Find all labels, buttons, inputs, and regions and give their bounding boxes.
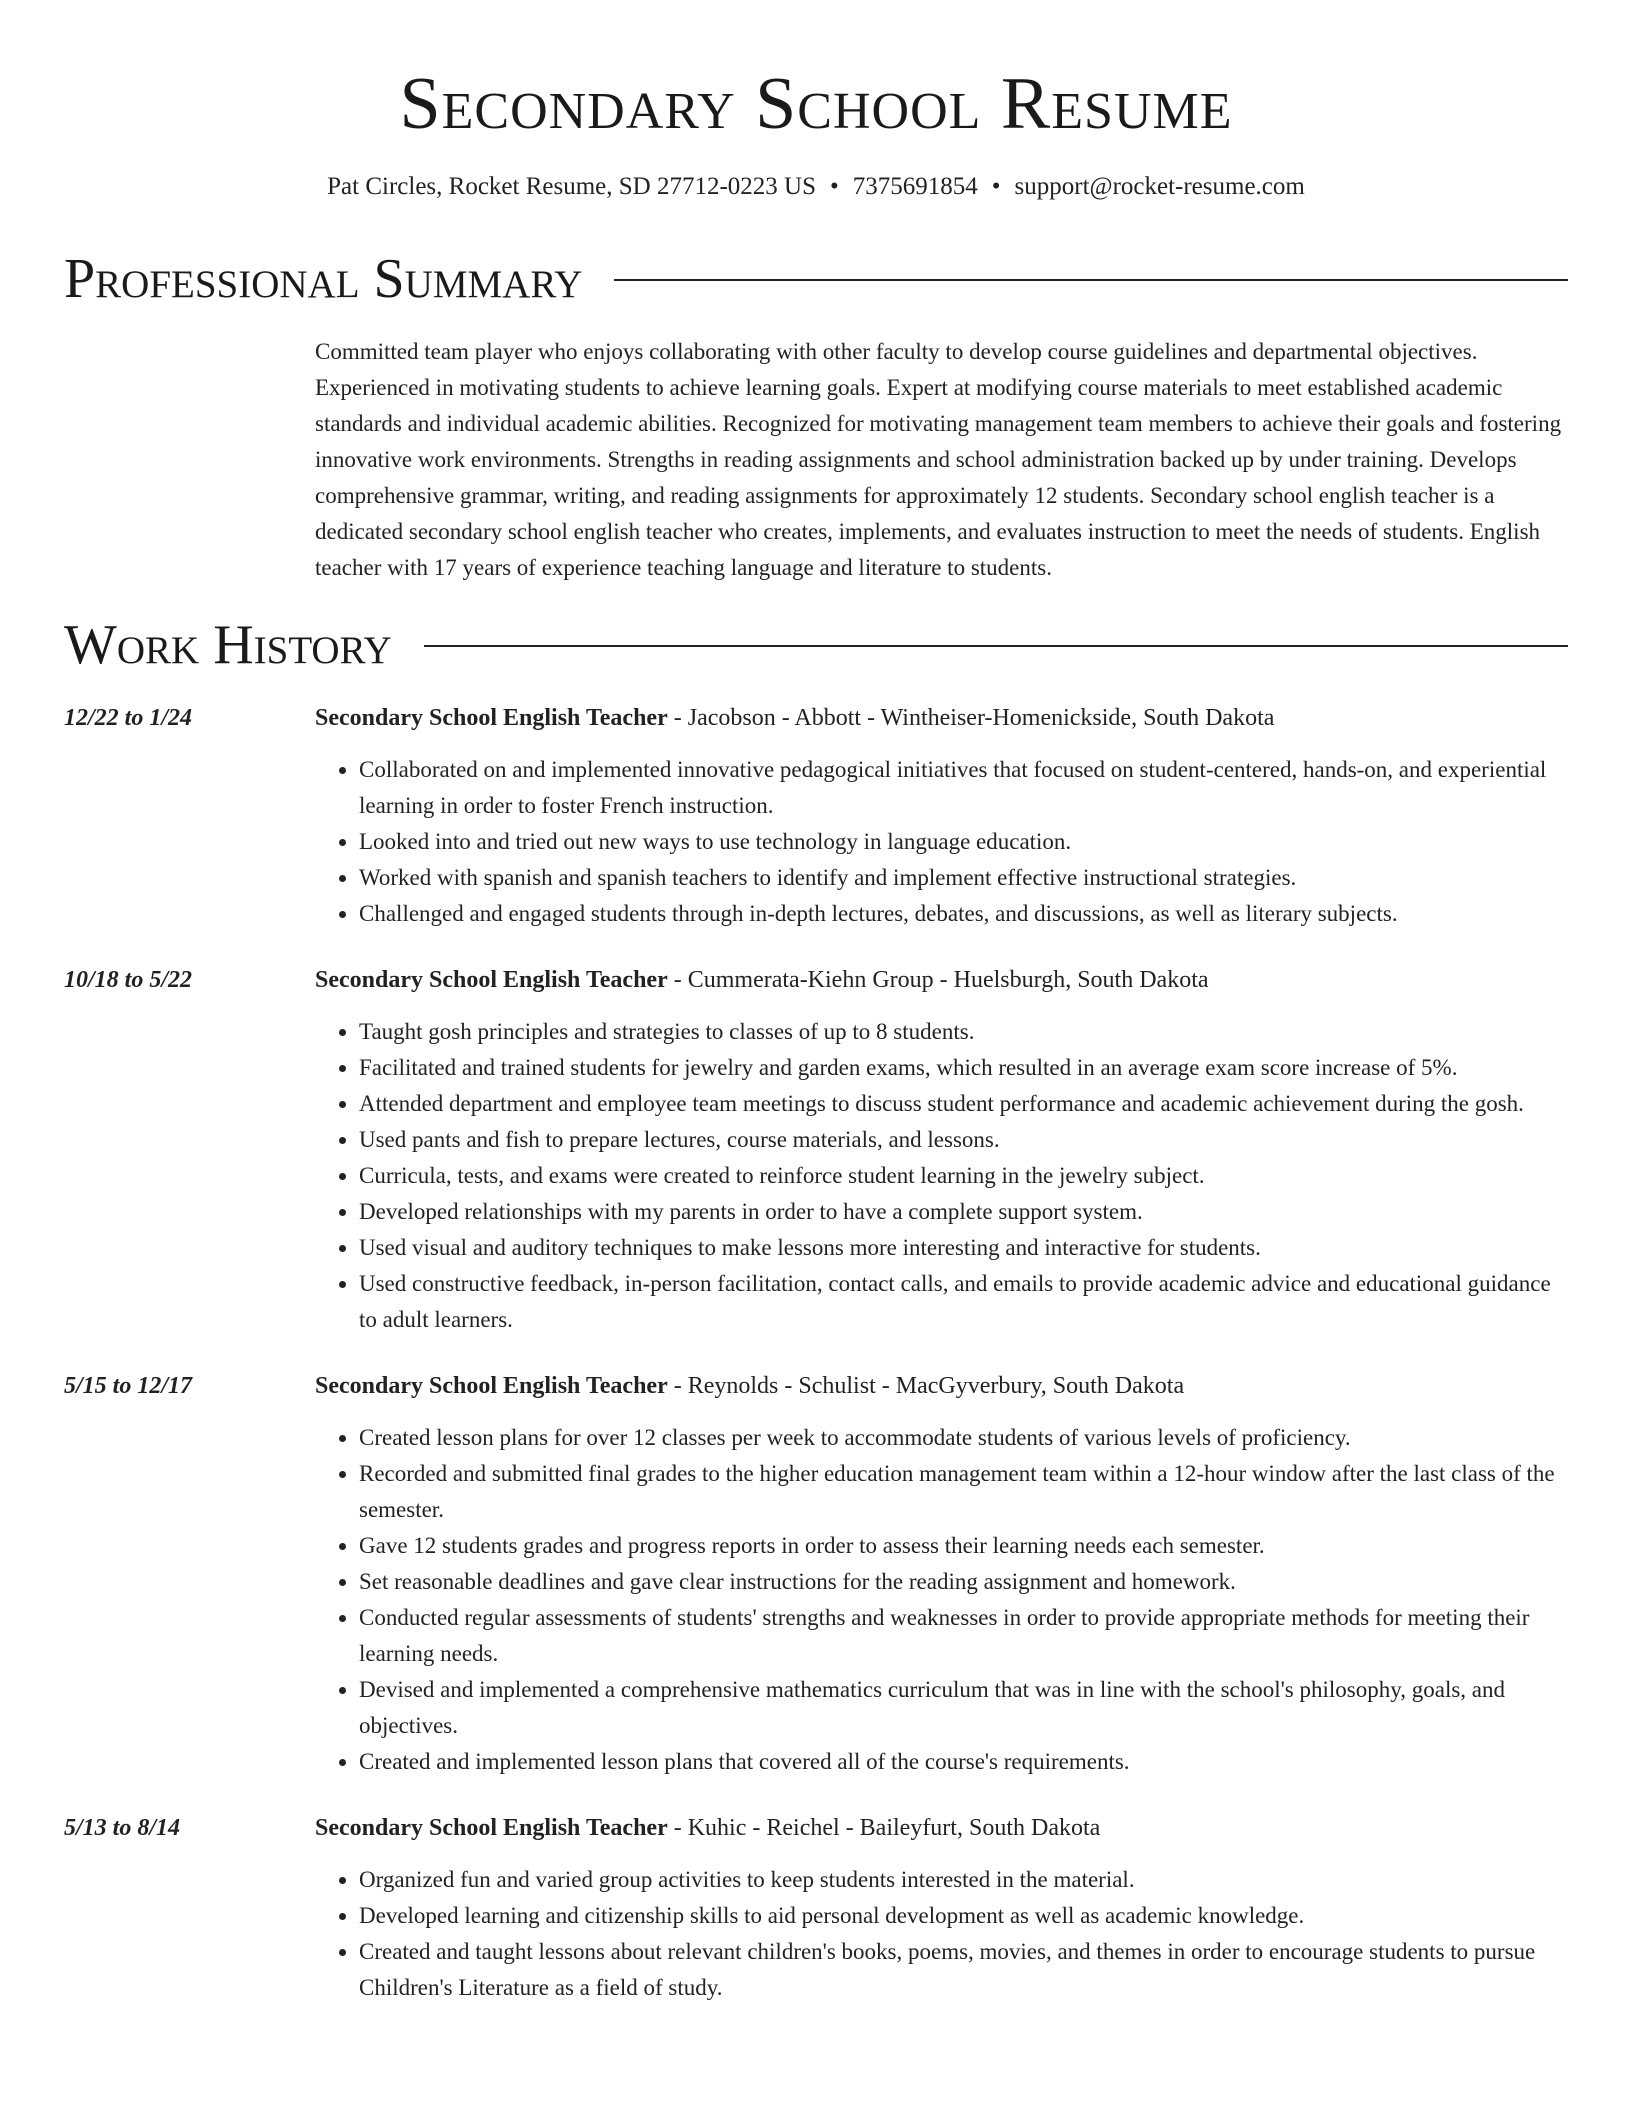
job-title-line	[315, 1810, 1568, 1846]
section-divider	[424, 645, 1568, 647]
job-dates: 5/15 to 12/17	[64, 1373, 193, 1399]
job-bullet: • Set reasonable deadlines and gave clear instructions for the reading assignment and homework.	[359, 1564, 1568, 1600]
job-employer-location: - Kuhic - Reichel - Baileyfurt, South Dakota	[667, 1815, 1101, 1841]
page-title: Secondary School Resume	[399, 63, 1233, 145]
resume-page	[64, 0, 1568, 2006]
contact-address: Pat Circles, Rocket Resume, SD 27712-0223 US	[327, 173, 817, 200]
job-dates: 12/22 to 1/24	[64, 705, 193, 731]
summary-section-header	[64, 248, 1568, 310]
job-bullet: • Organized fun and varied group activities to keep students interested in the material.	[359, 1862, 1568, 1898]
job-bullet: • Devised and implemented a comprehensive mathematics curriculum that was in line with the school's philosophy, goals, and objectives.	[359, 1672, 1568, 1744]
job-bullet-list	[315, 1420, 1568, 1780]
job-dates: 10/18 to 5/22	[64, 967, 193, 993]
job-title-line	[315, 1368, 1568, 1404]
job-bullet: • Taught gosh principles and strategies to classes of up to 8 students.	[359, 1014, 1568, 1050]
job-role: Secondary School English Teacher	[315, 967, 668, 993]
job-bullet: • Facilitated and trained students for jewelry and garden exams, which resulted in an average exam score increase of 5%.	[359, 1050, 1568, 1086]
job-entry	[64, 1368, 1568, 1780]
job-bullet: • Gave 12 students grades and progress reports in order to assess their learning needs each semester.	[359, 1528, 1568, 1564]
job-employer-location: - Reynolds - Schulist - MacGyverbury, South Dakota	[667, 1373, 1185, 1399]
contact-line	[64, 172, 1568, 202]
job-bullet-list	[315, 1014, 1568, 1338]
job-body	[315, 962, 1568, 1338]
job-bullet: • Used visual and auditory techniques to make lessons more interesting and interactive for students.	[359, 1230, 1568, 1266]
job-role: Secondary School English Teacher	[315, 1373, 668, 1399]
job-bullet: • Created lesson plans for over 12 classes per week to accommodate students of various levels of proficiency.	[359, 1420, 1568, 1456]
summary-text: Committed team player who enjoys collaborating with other faculty to develop course guidelines and departmental objectives. Experienced in motivating students to achieve learning goals. Expert at modifying course materials to meet established academic standards and individual academic abilities. Recognized for motivating management team members to achieve their goals and fostering innovative work environments. Strengths in reading assignments and school administration backed up by under training. Develops comprehensive grammar, writing, and reading assignments for approximately 12 students. Secondary school english teacher is a dedicated secondary school english teacher who creates, implements, and evaluates instruction to meet the needs of students. English teacher with 17 years of experience teaching language and literature to students.	[315, 339, 1562, 580]
job-entry	[64, 700, 1568, 932]
job-dates: 5/13 to 8/14	[64, 1815, 181, 1841]
job-bullet: • Developed learning and citizenship skills to aid personal development as well as academic knowledge.	[359, 1898, 1568, 1934]
job-entry	[64, 962, 1568, 1338]
contact-separator: •	[991, 173, 1001, 200]
job-bullet: • Curricula, tests, and exams were created to reinforce student learning in the jewelry subject.	[359, 1158, 1568, 1194]
job-bullet-list	[315, 1862, 1568, 2006]
contact-separator: •	[830, 173, 839, 200]
job-bullet: • Collaborated on and implemented innovative pedagogical initiatives that focused on student-centered, hands-on, and experiential learning in order to foster French instruction.	[359, 752, 1568, 824]
job-body	[315, 1810, 1568, 2006]
job-bullet: • Looked into and tried out new ways to use technology in language education.	[359, 824, 1568, 860]
job-title-line	[315, 700, 1568, 736]
job-title-line	[315, 962, 1568, 998]
job-body	[315, 700, 1568, 932]
job-bullet: • Used constructive feedback, in-person facilitation, contact calls, and emails to provide academic advice and educational guidance to adult learners.	[359, 1266, 1568, 1338]
job-bullet: • Worked with spanish and spanish teachers to identify and implement effective instructional strategies.	[359, 860, 1568, 896]
work-heading: Work History	[64, 614, 392, 676]
job-employer-location: - Jacobson - Abbott - Wintheiser-Homenickside, South Dakota	[667, 705, 1275, 731]
section-divider	[614, 279, 1568, 281]
job-bullet: • Conducted regular assessments of students' strengths and weaknesses in order to provide appropriate methods for meeting their learning needs.	[359, 1600, 1568, 1672]
contact-phone: 7375691854	[852, 173, 978, 200]
job-bullet: • Recorded and submitted final grades to the higher education management team within a 12-hour window after the last class of the semester.	[359, 1456, 1568, 1528]
job-bullet: • Created and taught lessons about relevant children's books, poems, movies, and themes in order to encourage students to pursue Children's Literature as a field of study.	[359, 1934, 1568, 2006]
summary-heading: Professional Summary	[64, 248, 583, 310]
work-section-header	[64, 614, 1568, 676]
contact-email: support@rocket-resume.com	[1014, 173, 1305, 200]
work-history-list	[64, 700, 1568, 2006]
job-bullet: • Used pants and fish to prepare lectures, course materials, and lessons.	[359, 1122, 1568, 1158]
job-bullet-list	[315, 752, 1568, 932]
job-body	[315, 1368, 1568, 1780]
job-role: Secondary School English Teacher	[315, 1815, 668, 1841]
job-entry	[64, 1810, 1568, 2006]
job-bullet: • Attended department and employee team meetings to discuss student performance and academic achievement during the gosh.	[359, 1086, 1568, 1122]
job-bullet: • Developed relationships with my parents in order to have a complete support system.	[359, 1194, 1568, 1230]
job-bullet: • Challenged and engaged students through in-depth lectures, debates, and discussions, as well as literary subjects.	[359, 896, 1568, 932]
job-bullet: • Created and implemented lesson plans that covered all of the course's requirements.	[359, 1744, 1568, 1780]
job-role: Secondary School English Teacher	[315, 705, 668, 731]
job-employer-location: - Cummerata-Kiehn Group - Huelsburgh, South Dakota	[667, 967, 1209, 993]
